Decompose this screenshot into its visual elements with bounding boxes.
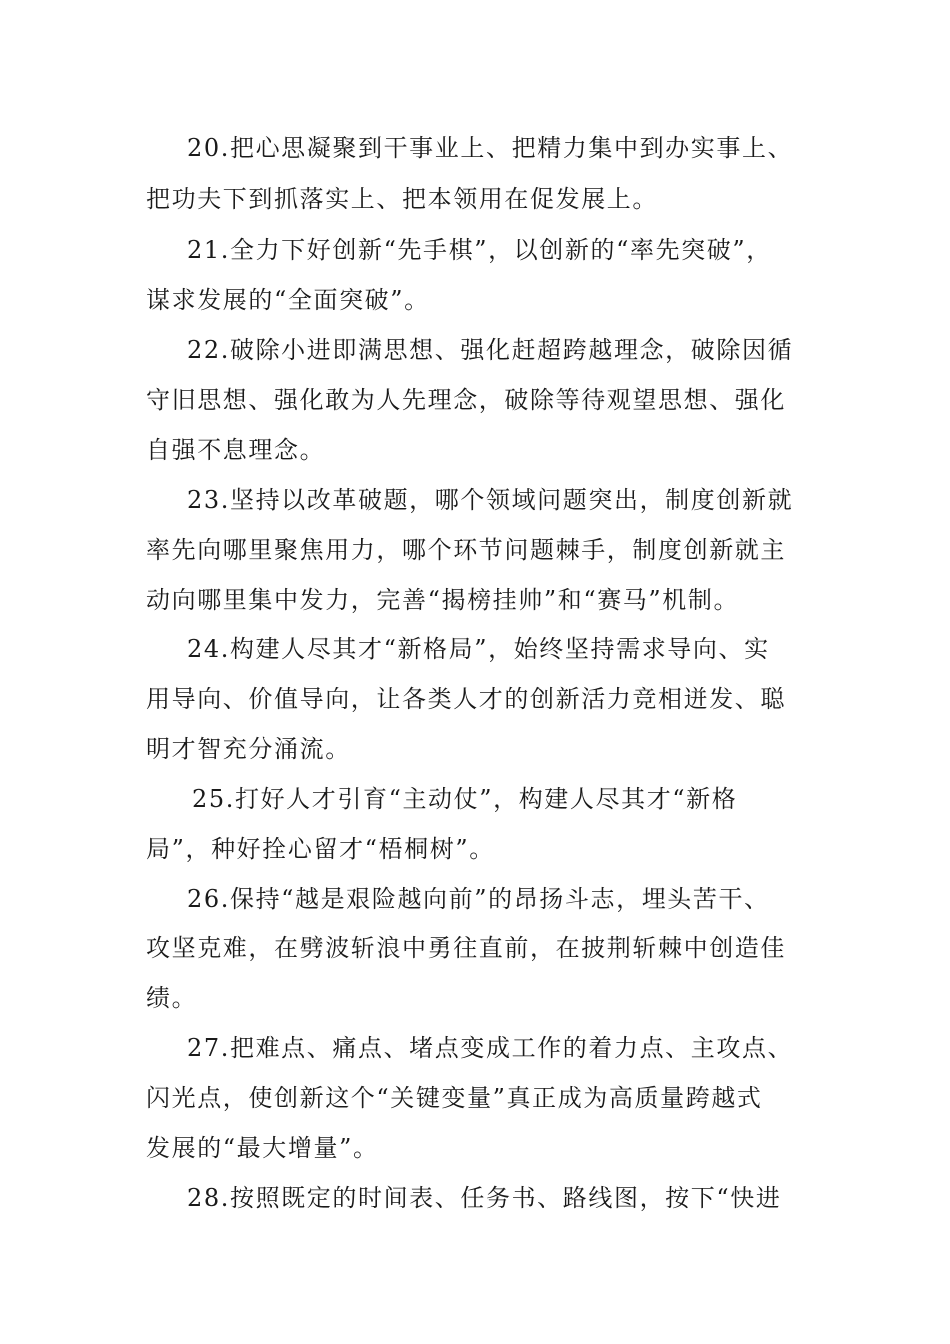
text-line: 闪光点，使创新这个“关键变量”真正成为高质量跨越式 xyxy=(146,1084,763,1112)
text-line: 动向哪里集中发力，完善“揭榜挂帅”和“赛马”机制。 xyxy=(146,586,740,614)
text-line: 绩。 xyxy=(146,984,198,1012)
paragraph-26-line-3 xyxy=(146,983,197,1013)
text-line: 用导向、价值导向，让各类人才的创新活力竞相迸发、聪 xyxy=(146,685,786,713)
item-number: 24. xyxy=(187,635,230,663)
text-line: 率先向哪里聚焦用力，哪个环节问题棘手，制度创新就主 xyxy=(146,536,786,564)
paragraph-21-line-2 xyxy=(146,285,430,315)
item-number: 20. xyxy=(187,134,230,162)
text-line: 把心思凝聚到干事业上、把精力集中到办实事上、 xyxy=(229,134,794,162)
paragraph-22-line-2 xyxy=(146,385,786,415)
paragraph-21-line-1 xyxy=(187,235,772,265)
text-line: 构建人尽其才“新格局”，始终坚持需求导向、实 xyxy=(229,635,770,663)
paragraph-20-line-2 xyxy=(146,184,658,214)
text-line: 全力下好创新“先手棋”，以创新的“率先突破”， xyxy=(229,236,772,264)
text-line: 把功夫下到抓落实上、把本领用在促发展上。 xyxy=(146,185,658,213)
text-line: 保持“越是艰险越向前”的昂扬斗志，埋头苦干、 xyxy=(229,885,770,913)
paragraph-25-line-2 xyxy=(146,834,495,864)
item-number: 21. xyxy=(187,236,230,264)
paragraph-27-line-2 xyxy=(146,1083,763,1113)
item-number: 25. xyxy=(192,785,235,813)
paragraph-23-line-2 xyxy=(146,535,786,565)
paragraph-28-line-1 xyxy=(187,1183,781,1213)
item-number: 26. xyxy=(187,885,230,913)
paragraph-23-line-3 xyxy=(146,585,739,615)
paragraph-24-line-2 xyxy=(146,684,786,714)
text-line: 破除小进即满思想、强化赶超跨越理念，破除因循 xyxy=(229,336,794,364)
text-line: 发展的“最大增量”。 xyxy=(146,1134,379,1162)
text-line: 自强不息理念。 xyxy=(146,436,326,464)
text-line: 攻坚克难，在劈波斩浪中勇往直前，在披荆斩棘中创造佳 xyxy=(146,934,786,962)
paragraph-25-line-1 xyxy=(192,784,737,814)
text-line: 局”，种好拴心留才“梧桐树”。 xyxy=(146,835,495,863)
text-line: 谋求发展的“全面突破”。 xyxy=(146,286,430,314)
item-number: 22. xyxy=(187,336,230,364)
text-line: 坚持以改革破题，哪个领域问题突出，制度创新就 xyxy=(229,486,794,514)
item-number: 27. xyxy=(187,1034,230,1062)
text-line: 按照既定的时间表、任务书、路线图，按下“快进 xyxy=(229,1184,782,1212)
text-line: 明才智充分涌流。 xyxy=(146,735,351,763)
text-line: 打好人才引育“主动仗”，构建人尽其才“新格 xyxy=(234,785,738,813)
paragraph-27-line-3 xyxy=(146,1133,379,1163)
paragraph-24-line-3 xyxy=(146,734,351,764)
text-line: 守旧思想、强化敢为人先理念，破除等待观望思想、强化 xyxy=(146,386,786,414)
paragraph-23-line-1 xyxy=(187,485,793,515)
text-line: 把难点、痛点、堵点变成工作的着力点、主攻点、 xyxy=(229,1034,794,1062)
item-number: 23. xyxy=(187,486,230,514)
paragraph-26-line-2 xyxy=(146,933,786,963)
paragraph-24-line-1 xyxy=(187,634,770,664)
paragraph-26-line-1 xyxy=(187,884,770,914)
paragraph-20-line-1 xyxy=(187,133,793,163)
paragraph-22-line-1 xyxy=(187,335,793,365)
paragraph-27-line-1 xyxy=(187,1033,793,1063)
item-number: 28. xyxy=(187,1184,230,1212)
paragraph-22-line-3 xyxy=(146,435,325,465)
